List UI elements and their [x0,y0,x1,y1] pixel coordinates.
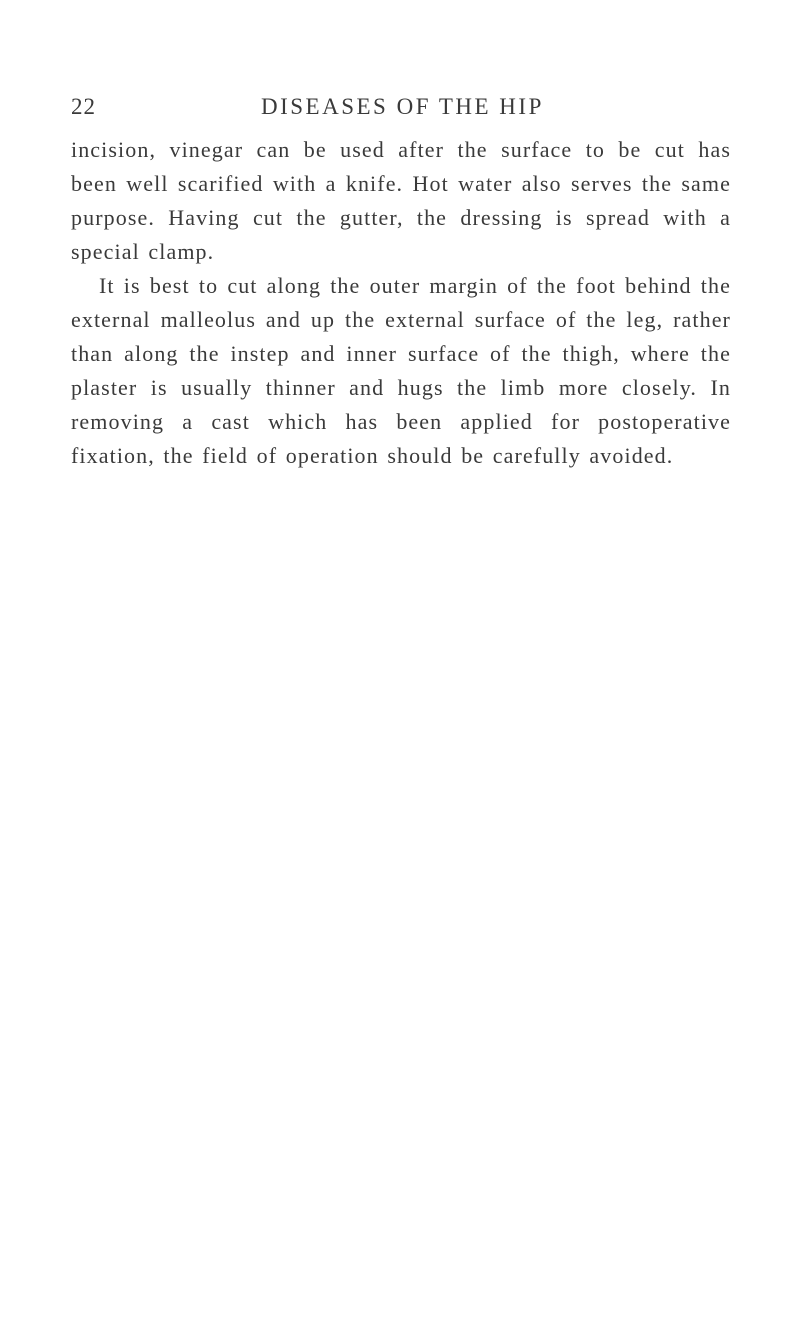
paragraph-continued: incision, vinegar can be used after the surface to be cut has been well scarified with a knife. Hot water also serves the same purpose. Having cut the gutter, the dressing is spread with a special clamp. [71,137,731,264]
running-title: DISEASES OF THE HIP [261,94,544,119]
paragraph: It is best to cut along the outer margin of the foot behind the external malleolus and up the external surface of the leg, rather than along the instep and inner surface of the thigh, where the plaster is usually thinner and hugs the limb more closely. In removing a cast which has been applied for postoperative fixation, the field of operation should be carefully avoided. [71,273,731,468]
running-header [71,93,731,123]
body-text [71,133,731,473]
page-number: 22 [71,94,96,119]
